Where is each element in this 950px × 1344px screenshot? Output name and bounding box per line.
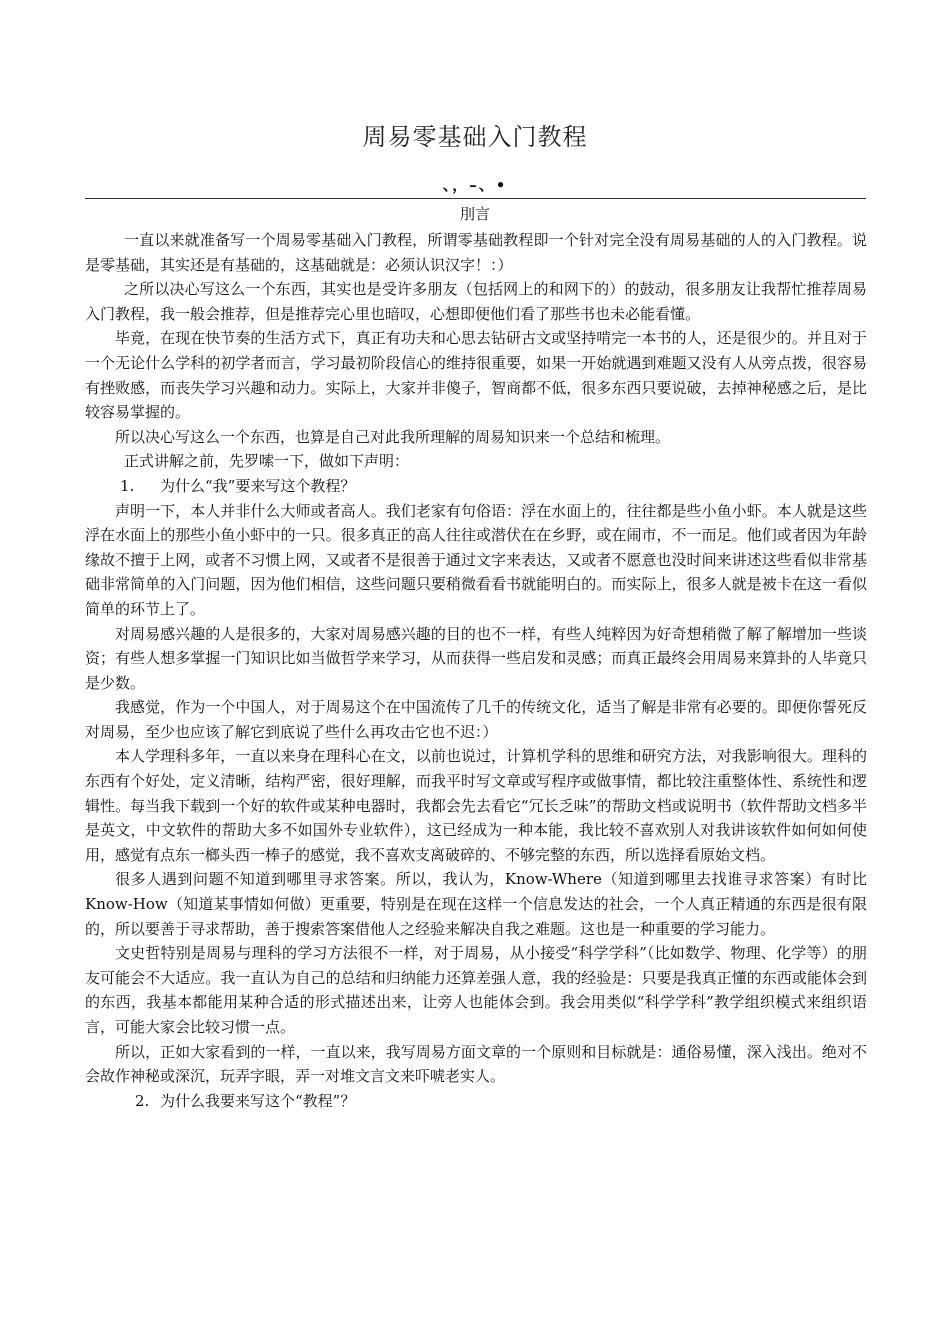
list-number: 2.: [135, 1091, 150, 1110]
paragraph: 对周易感兴趣的人是很多的，大家对周易感兴趣的目的也不一样，有些人纯粹因为好奇想稍微了解了解增加一些谈资；有些人想多掌握一门知识比如当做哲学来学习，从而获得一些启发和灵感；而真正最终会用周易来算卦的人毕竟只是少数。: [85, 624, 867, 692]
document-title: 周易零基础入门教程: [362, 123, 588, 151]
paragraph: 所以决心写这么一个东西，也算是自己对此我所理解的周易知识来一个总结和梳理。: [115, 427, 671, 446]
paragraph: 声明一下，本人并非什么大师或者高人。我们老家有句俗语：浮在水面上的，往往都是些小鱼小虾。本人就是这些浮在水面上的那些小鱼小虾中的一只。很多真正的高人往往或潜伏在在乡野，或在闹市，不一而足。他们或者因为年龄缘故不擅于上网，或者不习惯上网，又或者不是很善于通过文字来表达，又或者不愿意也没时间来讲述这些看似非常基础非常简单的入门问题，因为他们相信，这些问题只要稍微看看书就能明白的。而实际上，很多人就是被卡在这一看似简单的环节上了。: [85, 501, 867, 618]
paragraph: 所以，正如大家看到的一样，一直以来，我写周易方面文章的一个原则和目标就是：通俗易懂，深入浅出。绝对不会故作神秘或深沉，玩弄字眼，弄一对堆文言文来吓唬老实人。: [85, 1042, 867, 1086]
paragraph: 我感觉，作为一个中国人，对于周易这个在中国流传了几千的传统文化，适当了解是非常有必要的。即便你誓死反对周易，至少也应该了解它到底说了些什么再攻击它也不迟：）: [85, 698, 867, 741]
paragraph: 正式讲解之前，先罗嗦一下，做如下声明：: [124, 452, 410, 471]
preface-heading: 刖言: [459, 205, 490, 223]
decorative-marks: 、，–、•: [442, 176, 508, 194]
list-text: 为什么“我”要来写这个教程？: [160, 476, 356, 495]
body-text: [85, 228, 867, 1113]
paragraph: 之所以决心写这么一个东西，其实也是受许多朋友（包括网上的和网下的）的鼓动，很多朋友让我帮忙推荐周易入门教程，我一般会推荐，但是推荐完心里也暗叹，心想即便他们看了那些书也未必能看懂。: [85, 280, 867, 323]
list-item-1: [85, 474, 867, 499]
paragraph: 本人学理科多年，一直以来身在理科心在文，以前也说过，计算机学科的思维和研究方法，对我影响很大。理科的东西有个好处，定义清晰，结构严密，很好理解，而我平时写文章或写程序或做事情，都比较注重整体性、系统性和逻辑性。每当我下载到一个好的软件或某种电器时，我都会先去看它“冗长乏味”的帮助文档或说明书（软件帮助文档多半是英文，中文软件的帮助大多不如国外专业软件），这已经成为一种本能，我比较不喜欢别人对我讲该软件如何如何使用，感觉有点东一榔头西一棒子的感觉，我不喜欢支离破碎的、不够完整的东西，所以选择看原始文档。: [85, 747, 867, 864]
paragraph: 毕竟，在现在快节奏的生活方式下，真正有功夫和心思去钻研古文或坚持啃完一本书的人，还是很少的。并且对于一个无论什么学科的初学者而言，学习最初阶段信心的维持很重要，如果一开始就遇到难题又没有人从旁点拨，很容易有挫败感，而丧失学习兴趣和动力。实际上，大家并非傻子，智商都不低，很多东西只要说破，去掉神秘感之后，是比较容易掌握的。: [85, 329, 867, 422]
paragraph: 文史哲特别是周易与理科的学习方法很不一样，对于周易，从小接受“科学学科”（比如数学、物理、化学等）的朋友可能会不大适应。我一直认为自己的总结和归纳能力还算差强人意，我的经验是：只要是我真正懂的东西或能体会到的东西，我基本都能用某种合适的形式描述出来，让旁人也能体会到。我会用类似“科学学科”教学组织模式来组织语言，可能大家会比较习惯一点。: [85, 944, 867, 1036]
paragraph: 很多人遇到问题不知道到哪里寻求答案。所以，我认为，Know-Where（知道到哪里去找谁寻求答案）有时比Know-How（知道某事情如何做）更重要，特别是在现在这样一个信息发达的社会，一个人真正精通的东西是很有限的，所以要善于寻求帮助，善于搜索答案借他人之经验来解决自我之难题。这也是一种重要的学习能力。: [85, 870, 867, 938]
list-text: 为什么我要来写这个“教程”？: [160, 1091, 356, 1110]
paragraph: 一直以来就准备写一个周易零基础入门教程，所谓零基础教程即一个针对完全没有周易基础的人的入门教程。说是零基础，其实还是有基础的，这基础就是：必须认识汉字！：）: [85, 231, 867, 274]
horizontal-rule: [85, 198, 866, 199]
list-number: 1.: [120, 476, 135, 495]
list-item-2: [85, 1089, 867, 1114]
